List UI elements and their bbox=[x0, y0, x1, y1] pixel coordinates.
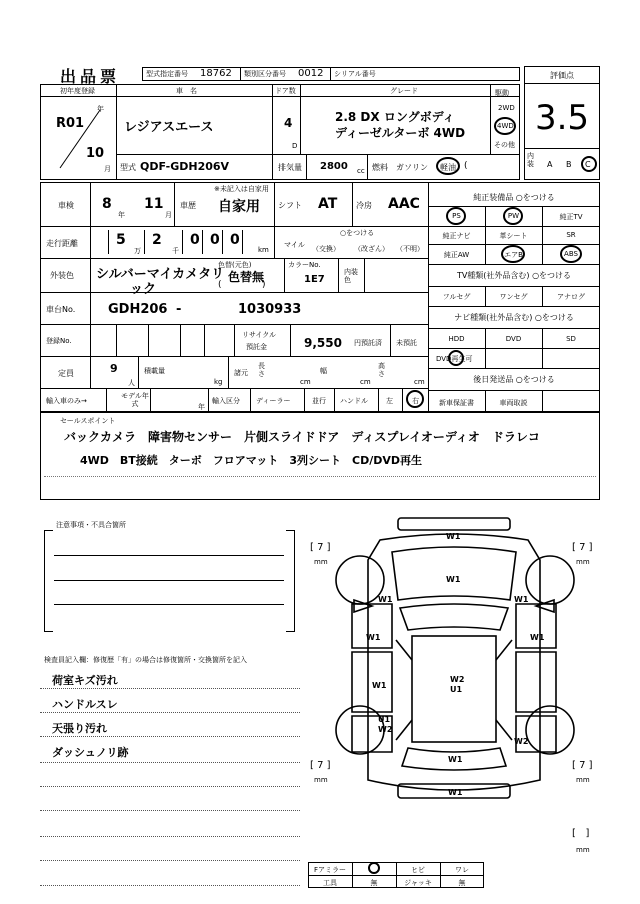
interior-a: A bbox=[547, 160, 553, 169]
nav-dvd: DVD bbox=[505, 335, 522, 343]
chassis-label: 車台No. bbox=[46, 305, 76, 314]
car-name-value: レジアスエース bbox=[124, 120, 214, 135]
capacity-value: 9 bbox=[110, 362, 118, 375]
color-value-2: ック bbox=[130, 282, 157, 297]
capacity-label: 定員 bbox=[58, 369, 74, 378]
color-change-value: 色替無 bbox=[228, 270, 265, 284]
tv-one: ワンセグ bbox=[499, 293, 528, 301]
import-label: 輸入車のみ→ bbox=[46, 397, 87, 405]
interior-c: C bbox=[585, 160, 591, 169]
extras-title: 後日発送品 ○をつける bbox=[473, 375, 555, 384]
recycle-unit: 円預託済 bbox=[354, 339, 382, 347]
door-d: D bbox=[292, 142, 298, 150]
mark-left-door: W1 bbox=[366, 633, 381, 642]
meter-hint: ○をつける bbox=[340, 229, 375, 237]
first-reg-year: R01 bbox=[56, 116, 85, 131]
mileage-digit-5: 0 bbox=[230, 232, 240, 248]
usage-note: ※未記入は自家用 bbox=[214, 185, 269, 193]
mileage-digit-3: 0 bbox=[190, 232, 200, 248]
import-parallel: 並行 bbox=[312, 397, 326, 405]
height-label: 高さ bbox=[378, 362, 385, 378]
mark-fr-fender: W1 bbox=[514, 595, 529, 604]
registration-label: 登録No. bbox=[46, 337, 72, 345]
color-code-label: カラーNo. bbox=[288, 261, 321, 269]
tire-spare: [ ] bbox=[572, 828, 590, 839]
tire-fr: [ 7 ] bbox=[572, 542, 593, 553]
tire-rr: [ 7 ] bbox=[572, 760, 593, 771]
width-label: 幅 bbox=[320, 367, 327, 375]
fuel-label: 燃料 bbox=[372, 163, 388, 172]
sales-points-line-1: バックカメラ 障害物センサー 片側スライドドア ディスプレイオーディオ ドラレコ bbox=[64, 430, 540, 444]
nav-title: ナビ種類(社外品含む) ○をつける bbox=[454, 313, 574, 322]
drive-4wd: 4WD bbox=[497, 122, 514, 130]
mark-fl-fender: W1 bbox=[378, 595, 393, 604]
serial-label: シリアル番号 bbox=[334, 70, 376, 78]
extra-warranty: 新車保証書 bbox=[439, 399, 474, 407]
note-item-4: ダッシュノリ跡 bbox=[52, 746, 129, 759]
equip-navi: 純正ナビ bbox=[442, 232, 471, 240]
model-value: QDF-GDH206V bbox=[140, 160, 230, 173]
grade-line-1: 2.8 DX ロングボディ bbox=[335, 110, 455, 124]
grade-line-2: ディーゼルターボ 4WD bbox=[335, 126, 466, 140]
nav-hdd: HDD bbox=[448, 335, 465, 343]
interior-label: 内装 bbox=[527, 152, 534, 168]
handle-label: ハンドル bbox=[340, 397, 368, 405]
tv-full: フルセグ bbox=[442, 293, 471, 301]
equip-aw: 純正AW bbox=[443, 251, 470, 259]
color-code: 1E7 bbox=[304, 274, 325, 285]
drive-2wd: 2WD bbox=[498, 104, 515, 112]
score-label: 評価点 bbox=[550, 71, 574, 80]
tire-fl: [ 7 ] bbox=[310, 542, 331, 553]
tv-analog: アナログ bbox=[557, 293, 585, 301]
model-label: 型式 bbox=[120, 163, 136, 172]
category-no: 0012 bbox=[298, 68, 324, 79]
drive-label: 駆動 bbox=[495, 89, 509, 97]
recycle-label-2: 預託金 bbox=[246, 343, 267, 351]
mark-rear-bumper: W1 bbox=[448, 788, 463, 797]
recycle-label-1: リサイクル bbox=[242, 331, 277, 339]
model-year-label: モデル年式 bbox=[121, 392, 149, 408]
dvd-playback: DVD再生可 bbox=[436, 355, 473, 363]
form-no: 18762 bbox=[200, 68, 232, 79]
equip-tv: 純正TV bbox=[559, 213, 583, 221]
sales-points-line-2: 4WD BT接続 ターボ フロアマット 3列シート CD/DVD再生 bbox=[80, 454, 423, 467]
category-no-label: 類別区分番号 bbox=[244, 70, 286, 78]
mileage-digit-4: 0 bbox=[210, 232, 220, 248]
mileage-digit-2: 2 bbox=[152, 232, 162, 248]
page-title: 出品票 bbox=[60, 67, 121, 86]
mileage-digit-1: 5 bbox=[116, 232, 126, 248]
legend-mirror-mark bbox=[368, 862, 380, 874]
shaken-month: 11 bbox=[144, 196, 164, 212]
note-item-3: 天張り汚れ bbox=[52, 722, 107, 735]
usage-label: 車歴 bbox=[180, 201, 196, 210]
mark-left-slide: W1 bbox=[372, 681, 387, 690]
usage-value: 自家用 bbox=[218, 199, 260, 215]
first-reg-month: 10 bbox=[86, 146, 105, 161]
legend-tools-value: 無 bbox=[370, 879, 378, 887]
mark-roof-u: U1 bbox=[450, 685, 463, 694]
month-suffix: 月 bbox=[104, 165, 111, 173]
fuel-gasoline: ガソリン bbox=[396, 163, 428, 172]
chassis-prefix: GDH206 bbox=[108, 302, 168, 317]
grade-label: グレード bbox=[390, 87, 418, 95]
legend-crack: ヒビ bbox=[411, 866, 425, 874]
shift-value: AT bbox=[318, 196, 338, 212]
import-class-label: 輸入区分 bbox=[212, 397, 240, 405]
meter-opt-3: （不明） bbox=[396, 245, 424, 253]
tire-rl: [ 7 ] bbox=[310, 760, 331, 771]
dims-label: 諸元 bbox=[234, 369, 248, 377]
mark-front-bumper: W1 bbox=[446, 532, 461, 541]
sales-points-label: セールスポイント bbox=[60, 417, 116, 425]
equip-leather: 革シート bbox=[499, 232, 528, 240]
equipment-title: 純正装備品 ○をつける bbox=[473, 193, 555, 202]
color-label: 外装色 bbox=[50, 271, 74, 280]
nav-sd: SD bbox=[566, 335, 576, 343]
fuel-diesel: 軽油 bbox=[440, 163, 456, 172]
interior-b: B bbox=[566, 160, 572, 169]
shaken-year: 8 bbox=[102, 196, 112, 212]
recycle-status: 未預託 bbox=[396, 339, 417, 347]
mark-rr-quarter: W2 bbox=[514, 737, 529, 746]
handle-right: 右 bbox=[412, 397, 419, 405]
ac-label: 冷房 bbox=[356, 201, 372, 210]
doors-label: ドア数 bbox=[275, 87, 296, 95]
mark-rl-panel-u: U1 bbox=[378, 715, 391, 724]
cc-unit: cc bbox=[357, 167, 365, 175]
length-label: 長さ bbox=[258, 362, 265, 378]
equip-pw: PW bbox=[507, 212, 520, 220]
doors-value: 4 bbox=[284, 116, 293, 130]
note-item-1: 荷室キズ汚れ bbox=[52, 674, 118, 687]
mark-right-door: W1 bbox=[530, 633, 545, 642]
meter-label: マイル bbox=[284, 241, 305, 249]
note-item-2: ハンドルスレ bbox=[52, 698, 118, 711]
equip-ps: PS bbox=[452, 212, 461, 220]
mark-rear-window: W1 bbox=[448, 755, 463, 764]
displacement-value: 2800 bbox=[320, 161, 348, 172]
color-change-label: 色替(元色) bbox=[218, 261, 252, 269]
equip-sr: SR bbox=[566, 231, 576, 239]
mark-rl-panel-w: W2 bbox=[378, 725, 393, 734]
form-no-label: 型式指定番号 bbox=[146, 70, 188, 78]
mark-roof: W2 bbox=[450, 675, 465, 684]
load-label: 積載量 bbox=[144, 367, 165, 375]
import-dealer: ディーラー bbox=[256, 397, 291, 405]
equip-abs: ABS bbox=[564, 250, 578, 258]
drive-other: その他 bbox=[494, 141, 515, 149]
legend-tools: 工具 bbox=[323, 879, 337, 887]
legend-jack: ジャッキ bbox=[404, 879, 432, 887]
notes-label: 注意事項・不具合箇所 bbox=[56, 521, 126, 529]
extra-manual: 車両取説 bbox=[499, 399, 528, 407]
ac-value: AAC bbox=[388, 196, 420, 212]
score-value: 3.5 bbox=[534, 98, 590, 138]
handle-left: 左 bbox=[386, 397, 393, 405]
car-name-label: 車 名 bbox=[176, 87, 197, 95]
shaken-label: 車検 bbox=[58, 201, 74, 210]
meter-opt-1: （交換） bbox=[312, 245, 340, 253]
color-value-1: シルバーマイカメタリ bbox=[96, 267, 225, 282]
first-reg-label: 初年度登録 bbox=[60, 87, 95, 95]
equip-airbag: エアB bbox=[504, 251, 523, 259]
legend-break: ワレ bbox=[455, 866, 469, 874]
shift-label: シフト bbox=[278, 201, 302, 210]
recycle-value: 9,550 bbox=[304, 336, 342, 350]
chassis-number: 1030933 bbox=[238, 302, 302, 317]
tv-title: TV種類(社外品含む) ○をつける bbox=[456, 271, 572, 280]
year-suffix: 年 bbox=[97, 105, 104, 113]
meter-opt-2: （改ざん） bbox=[354, 245, 389, 253]
interior-color-label: 内装色 bbox=[344, 268, 358, 284]
legend-jack-value: 無 bbox=[458, 879, 466, 887]
inspector-label: 検査員記入欄：修復歴「有」の場合は修復箇所・交換箇所を記入 bbox=[44, 656, 247, 664]
mileage-label: 走行距離 bbox=[46, 239, 78, 248]
chassis-dash: - bbox=[176, 302, 182, 317]
mark-hood: W1 bbox=[446, 575, 461, 584]
legend-mirror: Fアミラー bbox=[313, 866, 347, 874]
displacement-label: 排気量 bbox=[278, 163, 302, 172]
